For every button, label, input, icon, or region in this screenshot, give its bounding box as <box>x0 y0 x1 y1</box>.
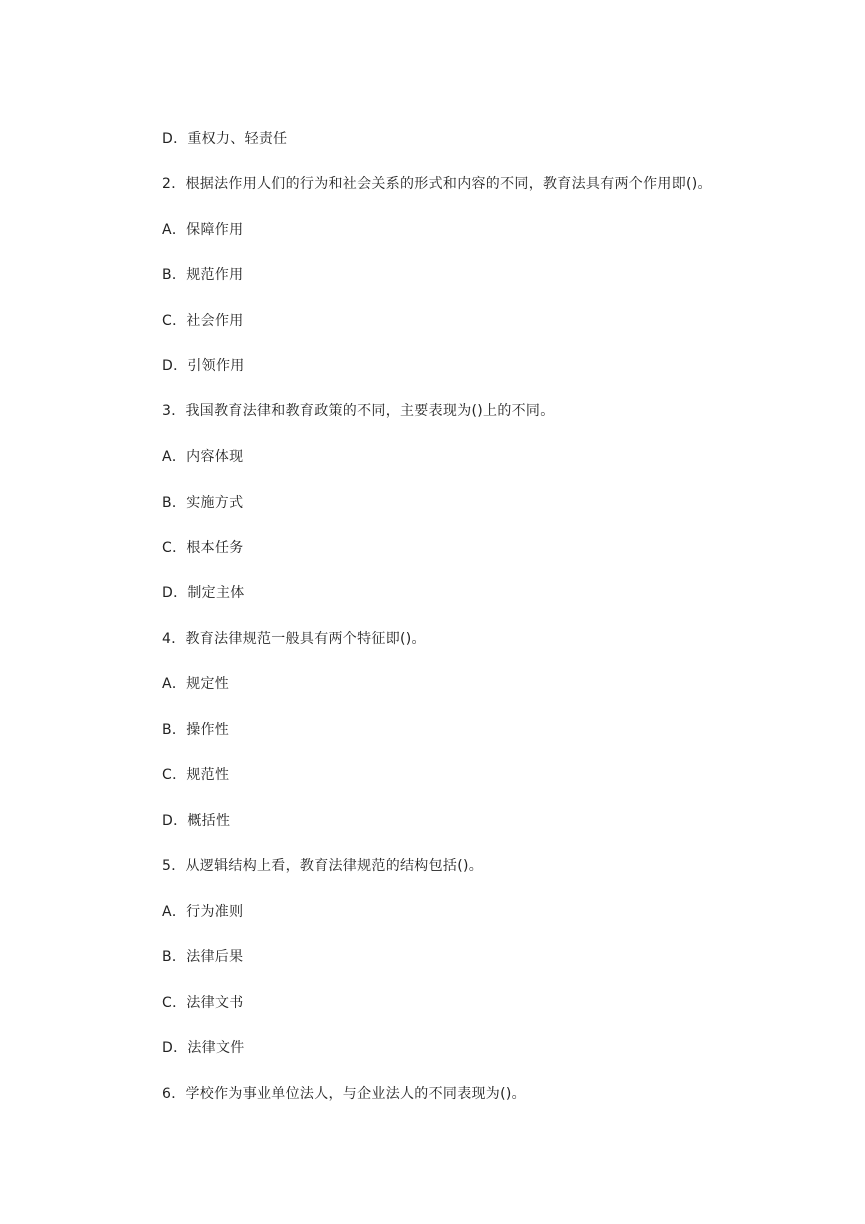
option-d-q5: D．法律文件 <box>162 1040 245 1056</box>
option-c-q2: C．社会作用 <box>162 313 244 329</box>
option-b-q2: B．规范作用 <box>162 267 244 283</box>
option-d-q1: D．重权力、轻责任 <box>162 131 288 147</box>
option-d-q4: D．概括性 <box>162 813 231 829</box>
option-a-q2: A．保障作用 <box>162 222 244 238</box>
question-6: 6．学校作为事业单位法人，与企业法人的不同表现为()。 <box>162 1086 526 1102</box>
question-2: 2．根据法作用人们的行为和社会关系的形式和内容的不同，教育法具有两个作用即()。 <box>162 176 712 192</box>
question-4: 4．教育法律规范一般具有两个特征即()。 <box>162 631 426 647</box>
option-c-q5: C．法律文书 <box>162 995 244 1011</box>
option-b-q3: B．实施方式 <box>162 495 244 511</box>
option-a-q3: A．内容体现 <box>162 449 244 465</box>
option-a-q5: A．行为准则 <box>162 904 244 920</box>
option-b-q5: B．法律后果 <box>162 949 244 965</box>
option-c-q3: C．根本任务 <box>162 540 244 556</box>
option-d-q2: D．引领作用 <box>162 358 245 374</box>
option-b-q4: B．操作性 <box>162 722 230 738</box>
question-3: 3．我国教育法律和教育政策的不同，主要表现为()上的不同。 <box>162 403 555 419</box>
option-a-q4: A．规定性 <box>162 676 230 692</box>
option-d-q3: D．制定主体 <box>162 585 245 601</box>
question-5: 5．从逻辑结构上看，教育法律规范的结构包括()。 <box>162 858 484 874</box>
option-c-q4: C．规范性 <box>162 767 230 783</box>
